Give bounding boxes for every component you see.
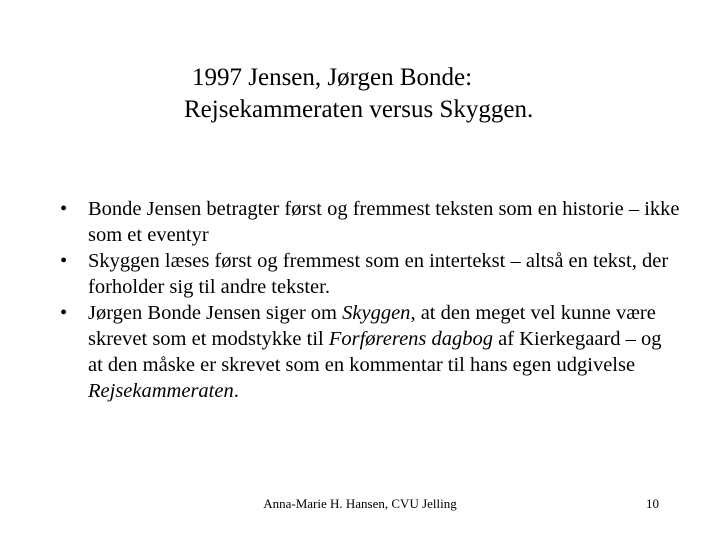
bullet-icon: • (60, 250, 68, 272)
bullet-segment: Bonde Jensen betragter først og fremmest teksten som en historie – ikke som et eventyr (88, 198, 680, 246)
bullet-list (60, 196, 680, 404)
footer-author: Anna-Marie H. Hansen, CVU Jelling (263, 496, 457, 511)
italic-title: Rejsekammeraten (88, 380, 234, 402)
title-line-1: 1997 Jensen, Jørgen Bonde: (192, 64, 473, 91)
bullet-segment: Skyggen læses først og fremmest som en intertekst – altså en tekst, der forholder sig til andre tekster. (88, 250, 669, 298)
italic-title: Forførerens dagbog (328, 328, 494, 350)
italic-title: Skyggen (342, 302, 411, 324)
bullet-text (88, 196, 680, 248)
bullet-text (88, 248, 680, 300)
bullet-text (88, 300, 680, 404)
bullet-icon: • (60, 198, 68, 220)
bullet-segment: Jørgen Bonde Jensen siger om (88, 302, 343, 324)
bullet-icon: • (60, 302, 68, 324)
bullet-item (60, 196, 680, 248)
title-line-2: Rejsekammeraten versus Skyggen. (184, 96, 534, 123)
page-number: 10 (646, 496, 659, 511)
bullet-segment: . (233, 380, 239, 402)
bullet-segment: , at den meget vel kunne være skrevet som et modstykke til (88, 302, 656, 350)
bullet-item (60, 248, 680, 300)
bullet-segment: af Kierkegaard – og at den måske er skrevet som en kommentar til hans egen udgivelse (88, 328, 662, 376)
bullet-item (60, 300, 680, 404)
